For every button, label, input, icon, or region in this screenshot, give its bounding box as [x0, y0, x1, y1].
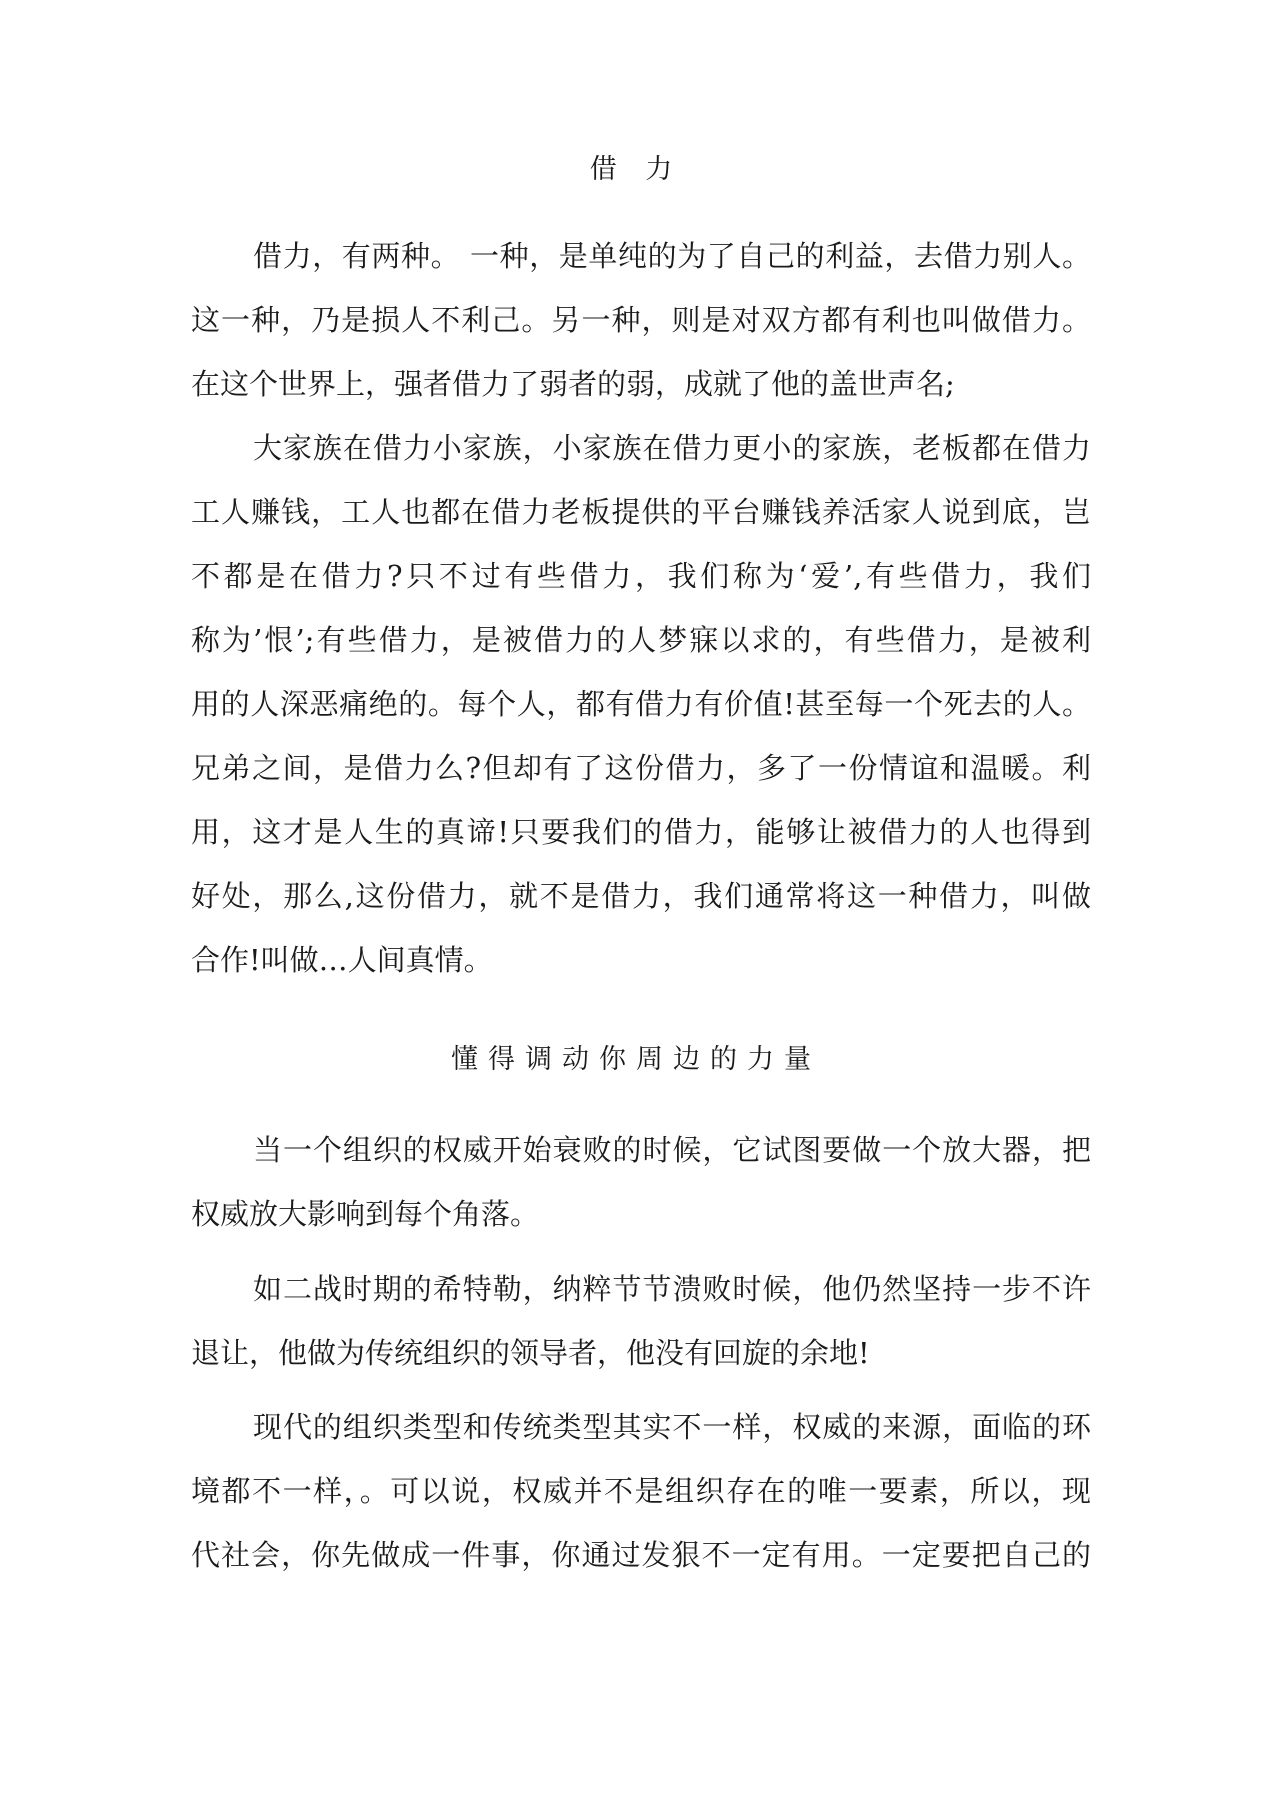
- paragraph-line: 在这个世界上，强者借力了弱者的弱，成就了他的盖世声名;: [191, 367, 955, 401]
- paragraph-line: 兄弟之间，是借力么?但却有了这份借力，多了一份情谊和温暖。利: [191, 751, 1091, 785]
- paragraph-line: 退让，他做为传统组织的领导者，他没有回旋的余地!: [191, 1336, 870, 1370]
- paragraph-line: 现代的组织类型和传统类型其实不一样，权威的来源，面临的环: [253, 1410, 1091, 1444]
- paragraph-line: 境都不一样，。可以说，权威并不是组织存在的唯一要素，所以，现: [191, 1474, 1091, 1508]
- paragraph-line: 借力，有两种。 一种，是单纯的为了自己的利益，去借力别人。: [253, 239, 1091, 273]
- paragraph-line: 如二战时期的希特勒，纳粹节节溃败时候，他仍然坚持一步不许: [253, 1272, 1091, 1306]
- paragraph-line: 合作!叫做…人间真情。: [191, 943, 493, 977]
- paragraph-line: 权威放大影响到每个角落。: [191, 1197, 540, 1231]
- paragraph-line: 用的人深恶痛绝的。每个人，都有借力有价值!甚至每一个死去的人。: [191, 687, 1091, 721]
- paragraph-line: 当一个组织的权威开始衰败的时候，它试图要做一个放大器，把: [253, 1133, 1091, 1167]
- paragraph-line: 工人赚钱，工人也都在借力老板提供的平台赚钱养活家人说到底，岂: [191, 495, 1091, 529]
- paragraph-line: 好处，那么,这份借力，就不是借力，我们通常将这一种借力，叫做: [191, 879, 1091, 913]
- paragraph-line: 用，这才是人生的真谛!只要我们的借力，能够让被借力的人也得到: [191, 815, 1091, 849]
- paragraph-line: 这一种，乃是损人不利己。另一种，则是对双方都有利也叫做借力。: [191, 303, 1091, 337]
- section-title-jieli: 借 力: [589, 154, 683, 185]
- section-title-diaodong: 懂得调动你周边的力量: [451, 1044, 821, 1075]
- paragraph-line: 不都是在借力?只不过有些借力，我们称为‘爱’,有些借力，我们: [191, 559, 1091, 593]
- paragraph-line: 代社会，你先做成一件事，你通过发狠不一定有用。一定要把自己的: [191, 1538, 1091, 1572]
- paragraph-line: 大家族在借力小家族，小家族在借力更小的家族，老板都在借力: [253, 431, 1091, 465]
- paragraph-line: 称为’恨’;有些借力，是被借力的人梦寐以求的，有些借力，是被利: [191, 623, 1091, 657]
